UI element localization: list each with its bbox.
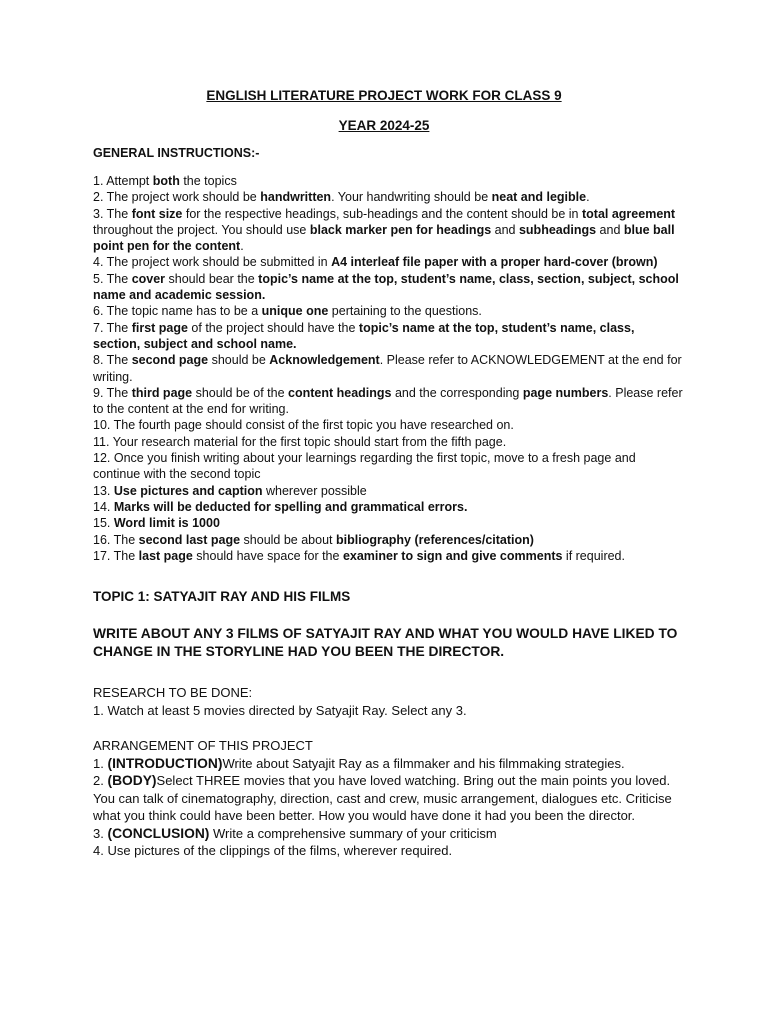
- document-title: ENGLISH LITERATURE PROJECT WORK FOR CLASS 9: [206, 88, 562, 103]
- instruction-item-text: if required.: [562, 548, 625, 563]
- instruction-item-text: should bear the: [165, 271, 259, 286]
- instruction-item-text: 1. Attempt: [93, 174, 153, 188]
- instruction-item-bold-text: neat and legible: [491, 190, 587, 205]
- instruction-item-bold-text: second last page: [138, 532, 241, 547]
- instruction-item-bold-text: topic’s name at the top, student’s name, class, section, subject and school name.: [93, 320, 635, 351]
- instruction-item-text: 8. The: [93, 353, 132, 368]
- instruction-item-bold-text: second page: [131, 353, 209, 368]
- instruction-item-text: 5. The: [93, 271, 132, 286]
- instruction-item-bold-text: Word limit is 1000: [113, 516, 220, 531]
- instruction-item-text: should have space for the: [192, 548, 343, 563]
- arrangement-item: [93, 755, 683, 773]
- instruction-item-text: 7. The: [93, 320, 132, 335]
- instruction-item-bold-text: third page: [131, 385, 193, 400]
- instruction-item-text: should be of the: [192, 385, 289, 400]
- research-item: 1. Watch at least 5 movies directed by Satyajit Ray. Select any 3.: [93, 702, 467, 718]
- instruction-item-bold-text: cover: [131, 271, 166, 286]
- instruction-item-bold-text: Marks will be deducted for spelling and grammatical errors.: [113, 499, 468, 514]
- instruction-item-text: and: [491, 222, 519, 237]
- instruction-item-text: . Your handwriting should be: [331, 190, 492, 205]
- instruction-item-text: 2. The project work should be: [93, 190, 261, 205]
- arrangement-item-text: 4. Use pictures of the clippings of the films, wherever required.: [93, 843, 453, 858]
- arrangement-heading: ARRANGEMENT OF THIS PROJECT: [93, 738, 313, 753]
- instruction-item-bold-text: A4 interleaf file paper with a proper hard-cover (brown): [331, 255, 658, 270]
- instruction-item: [93, 499, 683, 515]
- instruction-item-text: pertaining to the questions.: [328, 304, 482, 319]
- instruction-item: [93, 271, 683, 304]
- arrangement-item-text: Write a comprehensive summary of your criticism: [209, 825, 497, 841]
- instruction-item-text: 14.: [93, 499, 114, 514]
- instruction-item-text: should be about: [240, 532, 336, 547]
- instruction-item-bold-text: handwritten: [260, 190, 332, 205]
- arrangement-item-text: 3.: [93, 825, 108, 841]
- instruction-item: [93, 417, 683, 433]
- instruction-item: [93, 189, 683, 205]
- arrangement-item: [93, 825, 683, 843]
- arrangement-item-bold-text: (INTRODUCTION): [107, 755, 223, 771]
- instruction-item-bold-text: examiner to sign and give comments: [342, 548, 563, 563]
- instruction-item-text: 15.: [93, 516, 114, 531]
- instruction-item-bold-text: blue ball point pen for the content: [93, 222, 675, 254]
- instruction-item-bold-text: both: [152, 174, 180, 188]
- arrangement-item-text: 2.: [93, 773, 108, 788]
- instruction-item-text: throughout the project. You should use: [93, 222, 310, 237]
- instruction-item-bold-text: topic’s name at the top, student’s name, class, section, subject, school name and academic session.: [93, 271, 679, 303]
- research-heading: RESEARCH TO BE DONE:: [93, 685, 253, 700]
- arrangement-list: [93, 755, 683, 860]
- instruction-item: [93, 483, 683, 499]
- instruction-item-text: . Please refer to the content at the end for writing.: [93, 385, 683, 417]
- arrangement-section: [93, 737, 683, 860]
- instruction-item-bold-text: black marker pen for headings: [309, 222, 492, 237]
- document-year: YEAR 2024-25: [338, 118, 430, 133]
- instruction-item-text: should be: [208, 353, 270, 368]
- instruction-item-bold-text: first page: [131, 320, 188, 335]
- instruction-item-bold-text: unique one: [261, 304, 329, 319]
- instruction-item-text: 9. The: [93, 385, 132, 400]
- general-instructions-heading: GENERAL INSTRUCTIONS:-: [93, 146, 260, 160]
- instruction-item-text: .: [586, 190, 590, 205]
- instruction-item-text: 12. Once you finish writing about your learnings regarding the first topic, move to a fresh page and continue with the second topic: [93, 451, 636, 482]
- instruction-item: [93, 548, 683, 564]
- instruction-item: [93, 173, 683, 189]
- topic-question: WRITE ABOUT ANY 3 FILMS OF SATYAJIT RAY AND WHAT YOU WOULD HAVE LIKED TO CHANGE IN THE STORYLINE HAD YOU BEEN THE DIRECTOR.: [93, 626, 678, 659]
- instruction-item-text: and the corresponding: [391, 385, 523, 400]
- instruction-item-text: 4. The project work should be submitted in: [93, 255, 332, 270]
- instruction-item-bold-text: total agreement: [581, 206, 676, 221]
- arrangement-item-bold-text: (CONCLUSION): [107, 825, 210, 841]
- instruction-item: [93, 320, 683, 353]
- instruction-item-text: .: [240, 239, 244, 254]
- instruction-item: [93, 532, 683, 548]
- arrangement-item: [93, 772, 683, 825]
- instruction-item-text: 10. The fourth page should consist of the first topic you have researched on.: [93, 418, 514, 433]
- arrangement-item-bold-text: (BODY): [107, 773, 157, 788]
- instruction-item-text: 13.: [93, 483, 114, 498]
- instructions-list: [93, 173, 683, 564]
- instruction-item-bold-text: content headings: [288, 385, 392, 400]
- instruction-item-text: of the project should have the: [187, 320, 359, 335]
- instruction-item: [93, 303, 683, 319]
- instruction-item-bold-text: Acknowledgement: [269, 353, 380, 368]
- instruction-item: [93, 515, 683, 531]
- instruction-item-text: . Please refer to ACKNOWLEDGEMENT at the end for writing.: [93, 353, 682, 384]
- instruction-item: [93, 385, 683, 418]
- instruction-item: [93, 352, 683, 385]
- research-section: [93, 684, 693, 719]
- instruction-item: [93, 254, 683, 270]
- instruction-item-text: the topics: [179, 174, 237, 188]
- instruction-item: [93, 206, 683, 255]
- topic-heading: TOPIC 1: SATYAJIT RAY AND HIS FILMS: [93, 589, 351, 604]
- instruction-item-text: 16. The: [93, 532, 139, 547]
- instruction-item-text: 11. Your research material for the first topic should start from the fifth page.: [93, 434, 507, 449]
- instruction-item-text: 6. The topic name has to be a: [93, 304, 262, 319]
- instruction-item-bold-text: Use pictures and caption: [113, 483, 263, 498]
- instruction-item-bold-text: last page: [138, 548, 193, 563]
- instruction-item-bold-text: font size: [131, 206, 183, 221]
- instruction-item-text: 17. The: [93, 548, 139, 563]
- instruction-item-text: for the respective headings, sub-headings and the content should be in: [182, 206, 582, 221]
- instruction-item-text: 3. The: [93, 206, 132, 221]
- instruction-item: [93, 434, 683, 450]
- instruction-item-text: wherever possible: [262, 483, 367, 498]
- instruction-item-text: and: [596, 222, 624, 237]
- arrangement-item-text: Write about Satyajit Ray as a filmmaker and his filmmaking strategies.: [222, 755, 625, 771]
- instruction-item-bold-text: subheadings: [518, 222, 597, 237]
- arrangement-item-text: Select THREE movies that you have loved watching. Bring out the main points you loved. You can talk of cinematography, direction, cast and crew, music arrangement, dialogues etc. Criticise what you think could have been better. How you would have done it had you been the director.: [93, 773, 672, 823]
- arrangement-item: [93, 842, 683, 860]
- arrangement-item-text: 1.: [93, 755, 108, 771]
- instruction-item: [93, 450, 683, 483]
- instruction-item-bold-text: bibliography (references/citation): [336, 532, 534, 547]
- instruction-item-bold-text: page numbers: [522, 385, 609, 400]
